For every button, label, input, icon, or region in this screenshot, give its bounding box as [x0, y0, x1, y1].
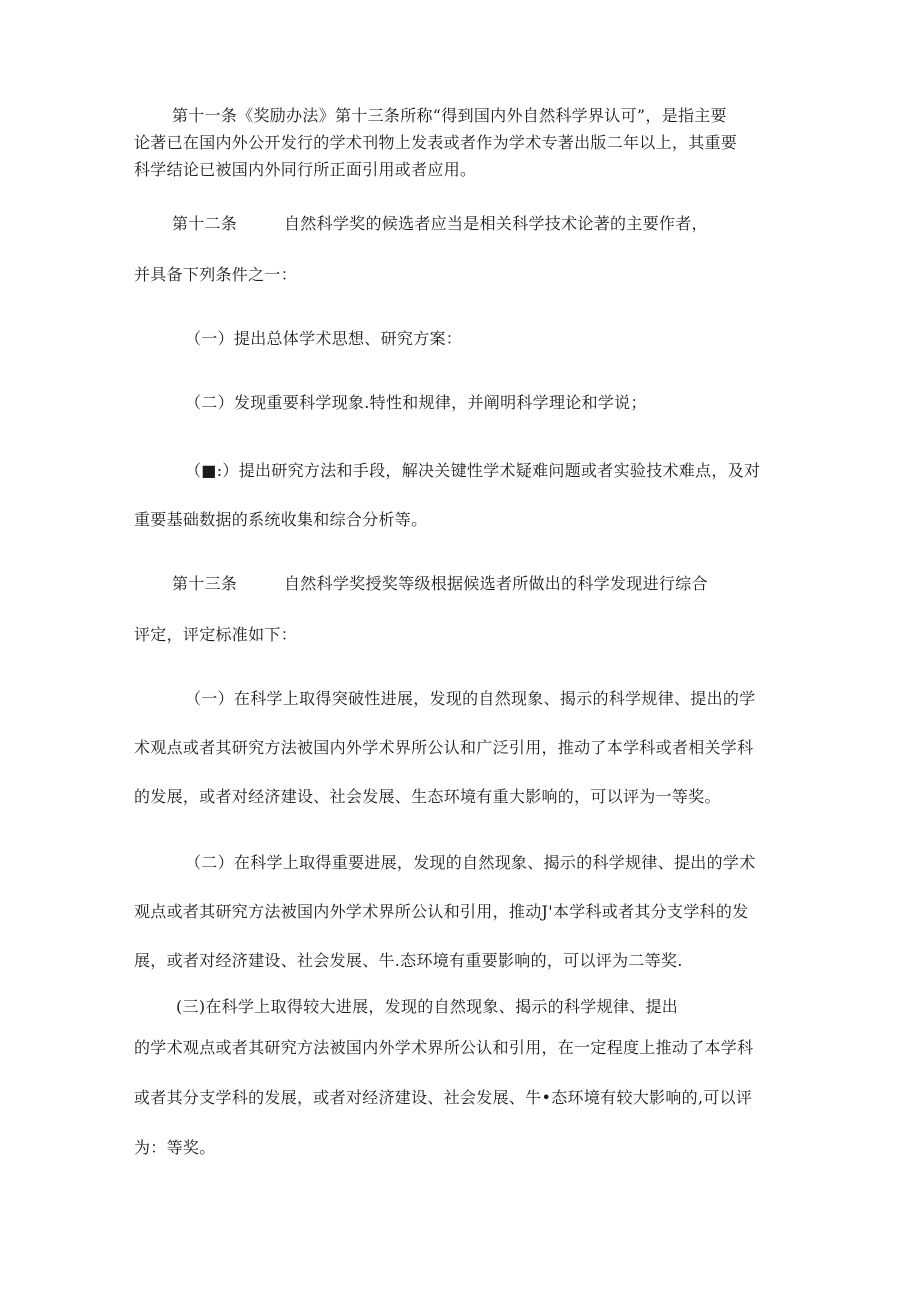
article-13-line-1: 自然科学奖授奖等级根据候选者所做出的科学发现进行综合 [284, 574, 708, 593]
article-11-line-1: 第十一条《奖励办法》第十三条所称“得到国内外自然科学界认可”，是指主要 [172, 106, 727, 125]
article-13-item-3-line-3: 或者其分支学科的发展，或者对经济建设、社会发展、牛•态环境有较大影响的,可以评 [134, 1088, 753, 1107]
article-12-line-2: 并具备下列条件之一： [134, 265, 298, 284]
article-13-item-3-line-2: 的学术观点或者其研究方法被国内外学术界所公认和引用，在一定程度上推动了本学科 [134, 1038, 754, 1057]
article-12-item-3-line-1: （■:）提出研究方法和手段，解决关键性学术疑难问题或者实验技术难点，及对 [185, 461, 761, 480]
article-13-item-3-line-1: (三)在科学上取得较大进展，发现的自然现象、揭示的科学规律、提出 [176, 997, 679, 1016]
article-13-item-2-line-3: 展，或者对经济建设、社会发展、牛.态环境有重要影响的，可以评为二等奖. [134, 951, 683, 970]
article-13-item-3-line-4: 为：等奖。 [134, 1138, 216, 1157]
article-13-heading: 第十三条 [172, 574, 238, 593]
article-12-heading: 第十二条 [172, 214, 238, 233]
article-13-item-1-line-1: （一）在科学上取得突破性进展，发现的自然现象、揭示的科学规律、提出的学 [185, 689, 756, 708]
article-11-line-2: 论著已在国内外公开发行的学术刊物上发表或者作为学术专著出版二年以上，其重要 [134, 133, 738, 152]
article-12-line-1: 自然科学奖的候选者应当是相关科学技术论著的主要作者， [284, 214, 708, 233]
article-13-item-1-line-2: 术观点或者其研究方法被国内外学术界所公认和广泛引用，推动了本学科或者相关学科 [134, 738, 754, 757]
article-13-item-2-line-1: （二）在科学上取得重要进展，发现的自然现象、揭示的科学规律、提出的学术 [185, 853, 756, 872]
article-13-item-1-line-3: 的发展，或者对经济建设、社会发展、生态环境有重大影响的，可以评为一等奖。 [134, 787, 721, 806]
article-13-item-2-line-2: 观点或者其研究方法被国内外学术界所公认和引用，推动J'本学科或者其分支学科的发 [134, 902, 749, 921]
article-12-item-3-line-2: 重要基础数据的系统收集和综合分析等。 [134, 510, 428, 529]
article-11-line-3: 科学结论已被国内外同行所正面引用或者应用。 [134, 160, 477, 179]
article-13-line-2: 评定，评定标准如下： [134, 625, 298, 644]
article-12-item-2: （二）发现重要科学现象.特性和规律，并阐明科学理论和学说； [185, 393, 647, 412]
article-12-item-1: （一）提出总体学术思想、研究方案： [185, 329, 463, 348]
